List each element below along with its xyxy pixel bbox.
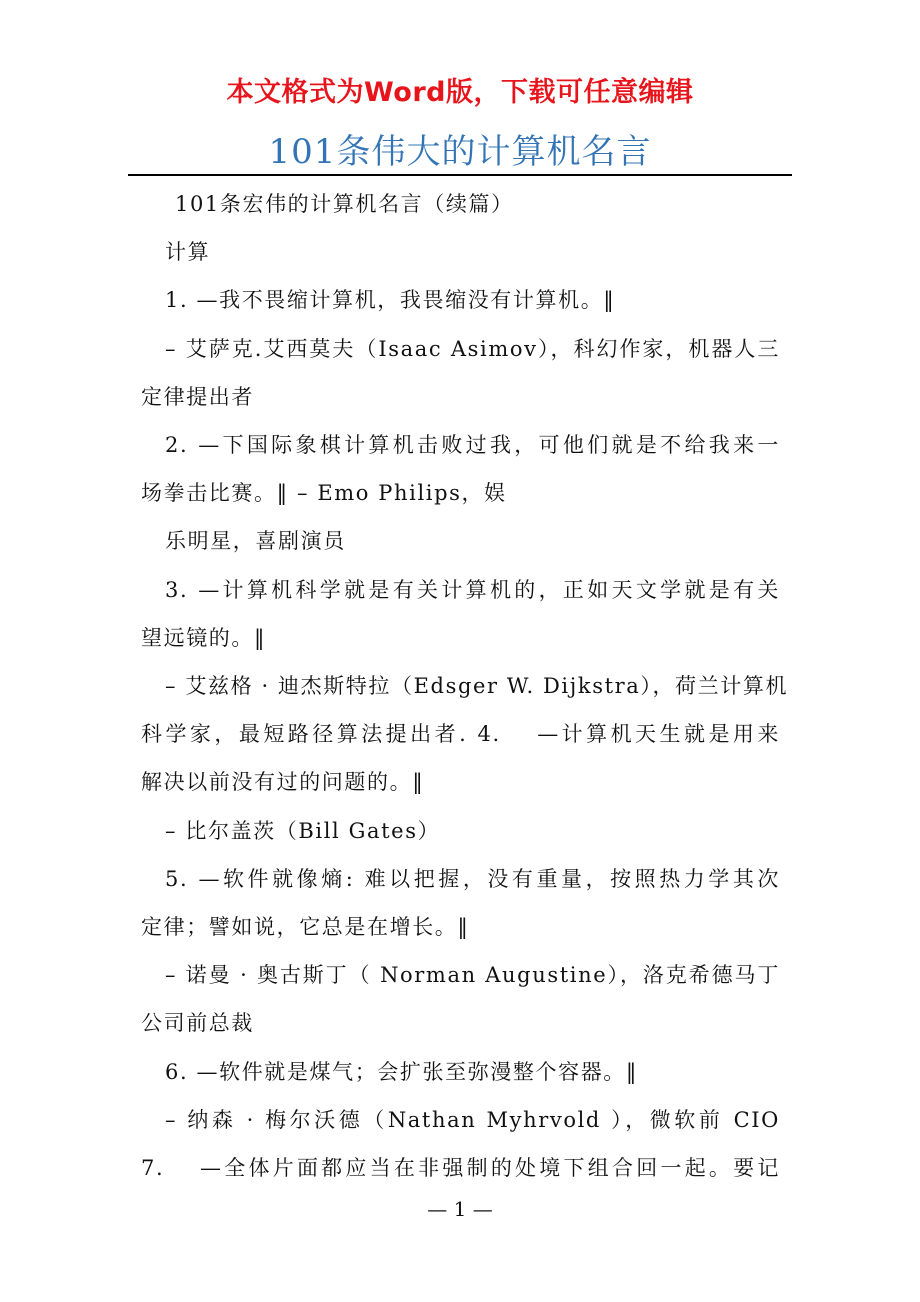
quote-2-text-cont: 场拳击比赛。‖ – Emo Philips，娱	[141, 481, 507, 505]
subtitle-line: 101条宏伟的计算机名言（续篇）	[175, 192, 514, 216]
quote-5-attribution-cont: 公司前总裁	[141, 1011, 254, 1035]
section-heading: 计算	[165, 240, 211, 264]
quote-6-attribution: – 纳森 · 梅尔沃德（Nathan Myhrvold ），微软前 CIO	[165, 1108, 780, 1132]
quote-2-text: 2. —下国际象棋计算机击败过我，可他们就是不给我来一	[165, 433, 780, 457]
quote-1-attribution-cont: 定律提出者	[141, 385, 254, 409]
quote-1-text: 1. —我不畏缩计算机，我畏缩没有计算机。‖	[165, 288, 616, 312]
quote-5-text-cont: 定律；譬如说，它总是在增长。‖	[141, 915, 470, 939]
quote-3-text-cont: 望远镜的。‖	[141, 626, 267, 650]
quote-7-text: 7. —全体片面都应当在非强制的处境下组合回一起。要记	[141, 1156, 780, 1180]
quote-4-text-cont: 解决以前没有过的问题的。‖	[141, 770, 425, 794]
quote-3-text: 3. —计算机科学就是有关计算机的，正如天文学就是有关	[165, 578, 780, 602]
document-title: 101条伟大的计算机名言	[268, 132, 652, 172]
quote-3-attribution: – 艾兹格 · 迪杰斯特拉（Edsger W. Dijkstra），荷兰计算机	[165, 674, 789, 698]
quote-3-attribution-cont: 科学家，最短路径算法提出者. 4. —计算机天生就是用来	[141, 722, 780, 746]
download-banner: 本文格式为Word版，下载可任意编辑	[226, 77, 694, 108]
quote-5-text: 5. —软件就像熵: 难以把握，没有重量，按照热力学其次	[165, 867, 780, 891]
quote-5-attribution: – 诺曼 · 奥古斯丁（ Norman Augustine），洛克希德马丁	[165, 963, 780, 987]
quote-2-attribution: 乐明星，喜剧演员	[165, 529, 346, 553]
quote-1-attribution: – 艾萨克.艾西莫夫（Isaac Asimov），科幻作家，机器人三	[165, 337, 780, 361]
quote-6-text: 6. —软件就是煤气；会扩张至弥漫整个容器。‖	[165, 1060, 639, 1084]
quote-4-attribution: – 比尔盖茨（Bill Gates）	[165, 819, 441, 843]
page-number: — 1 —	[427, 1197, 493, 1221]
